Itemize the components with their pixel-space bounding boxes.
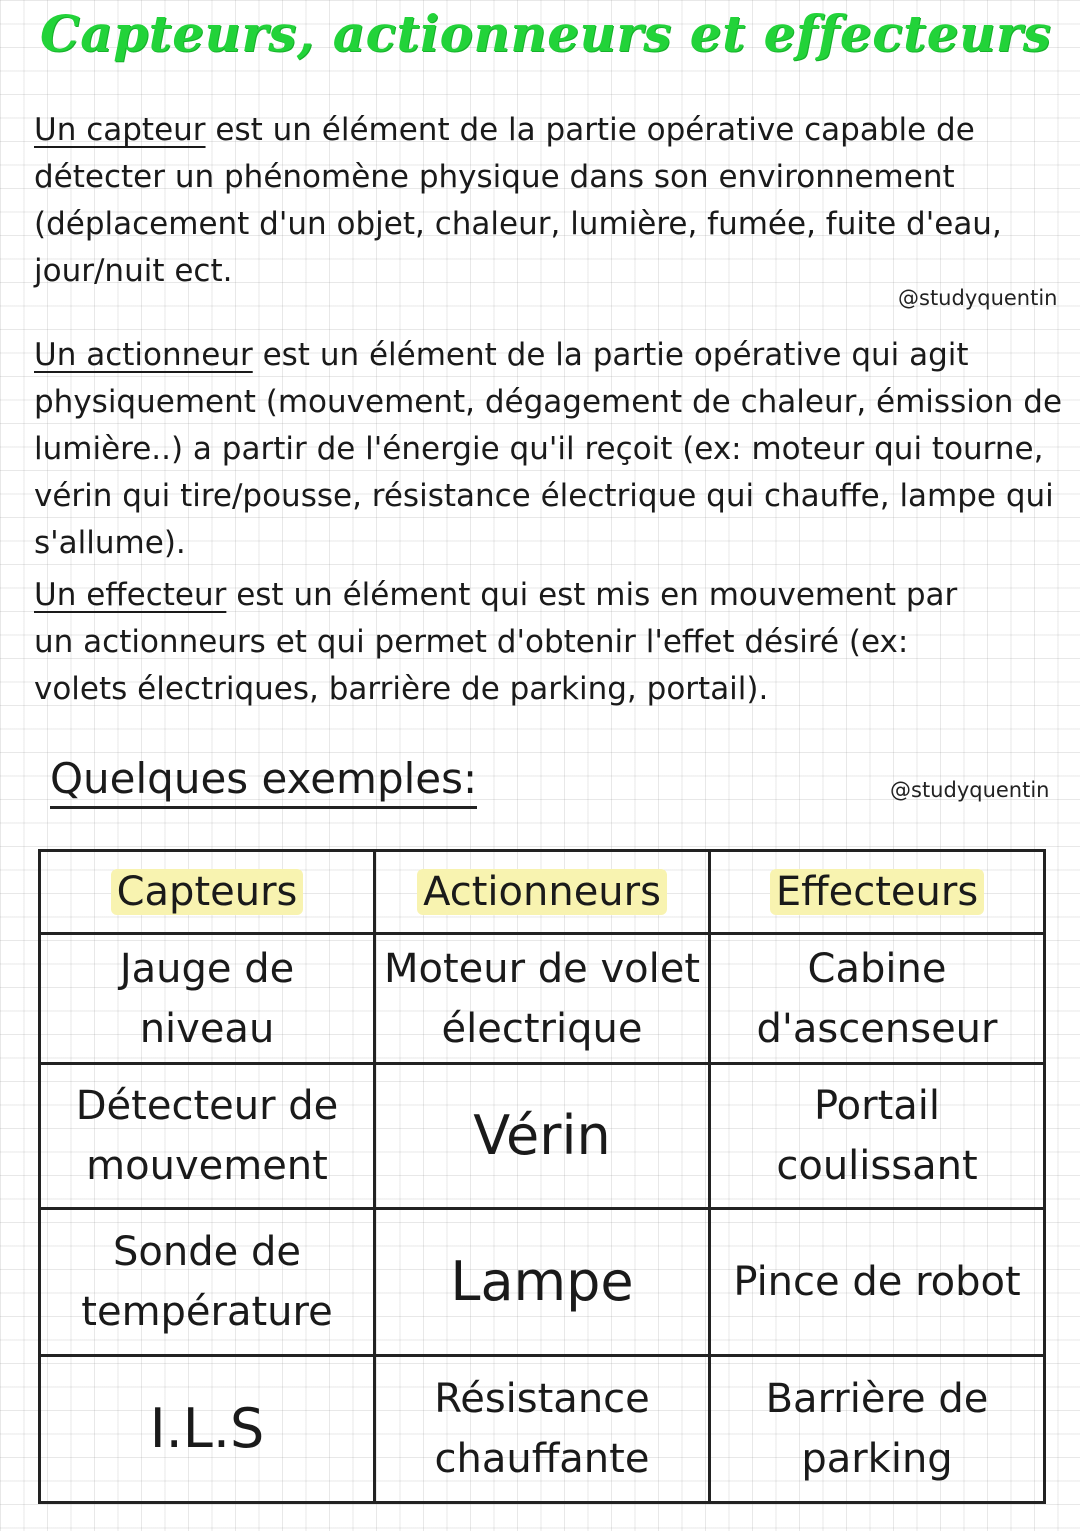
table-cell: Moteur de volet électrique	[375, 934, 710, 1064]
definition-capteur: est un élément de la partie opérative capable de détecter un phénomène physique dans son environnement (déplacement d'un objet, chaleur, lumière, fumée, fuite d'eau, jour/nuit ect.	[34, 112, 1002, 289]
header-actionneurs: Actionneurs	[375, 851, 710, 934]
table-cell: Portail coulissant	[710, 1064, 1045, 1209]
term-capteur: Un capteur	[34, 112, 206, 148]
table-row	[40, 1356, 1045, 1503]
table-cell: Jauge de niveau	[40, 934, 375, 1064]
table-row	[40, 1209, 1045, 1356]
table-cell: Vérin	[375, 1064, 710, 1209]
table-cell: I.L.S	[40, 1356, 375, 1503]
term-actionneur: Un actionneur	[34, 337, 253, 373]
table-cell: Lampe	[375, 1209, 710, 1356]
paragraph-effecteur	[34, 572, 974, 713]
definition-effecteur: est un élément qui est mis en mouvement par un actionneurs et qui permet d'obtenir l'effet désiré (ex: volets électriques, barrière de parking, portail).	[34, 577, 958, 707]
definition-actionneur: est un élément de la partie opérative qui agit physiquement (mouvement, dégagement de chaleur, émission de lumière..) a partir de l'énergie qu'il reçoit (ex: moteur qui tourne, vérin qui tire/pousse, résistance électrique qui chauffe, lampe qui s'allume).	[34, 337, 1063, 561]
table-cell: Sonde de température	[40, 1209, 375, 1356]
header-effecteurs: Effecteurs	[710, 851, 1045, 934]
paragraph-actionneur	[34, 332, 1064, 567]
table-row	[40, 934, 1045, 1064]
author-credit-2: @studyquentin	[890, 778, 1050, 802]
table-header-row	[40, 851, 1045, 934]
table-row	[40, 1064, 1045, 1209]
table-cell: Détecteur de mouvement	[40, 1064, 375, 1209]
table-cell: Pince de robot	[710, 1209, 1045, 1356]
header-capteurs: Capteurs	[40, 851, 375, 934]
examples-table	[38, 849, 1046, 1504]
term-effecteur: Un effecteur	[34, 577, 227, 613]
examples-heading: Quelques exemples:	[50, 752, 477, 809]
author-credit: @studyquentin	[898, 286, 1058, 310]
table-cell: Cabine d'ascenseur	[710, 934, 1045, 1064]
page-title: Capteurs, actionneurs et effecteurs	[40, 4, 1052, 63]
paragraph-capteur	[34, 107, 1064, 295]
table-cell: Résistance chauffante	[375, 1356, 710, 1503]
table-cell: Barrière de parking	[710, 1356, 1045, 1503]
